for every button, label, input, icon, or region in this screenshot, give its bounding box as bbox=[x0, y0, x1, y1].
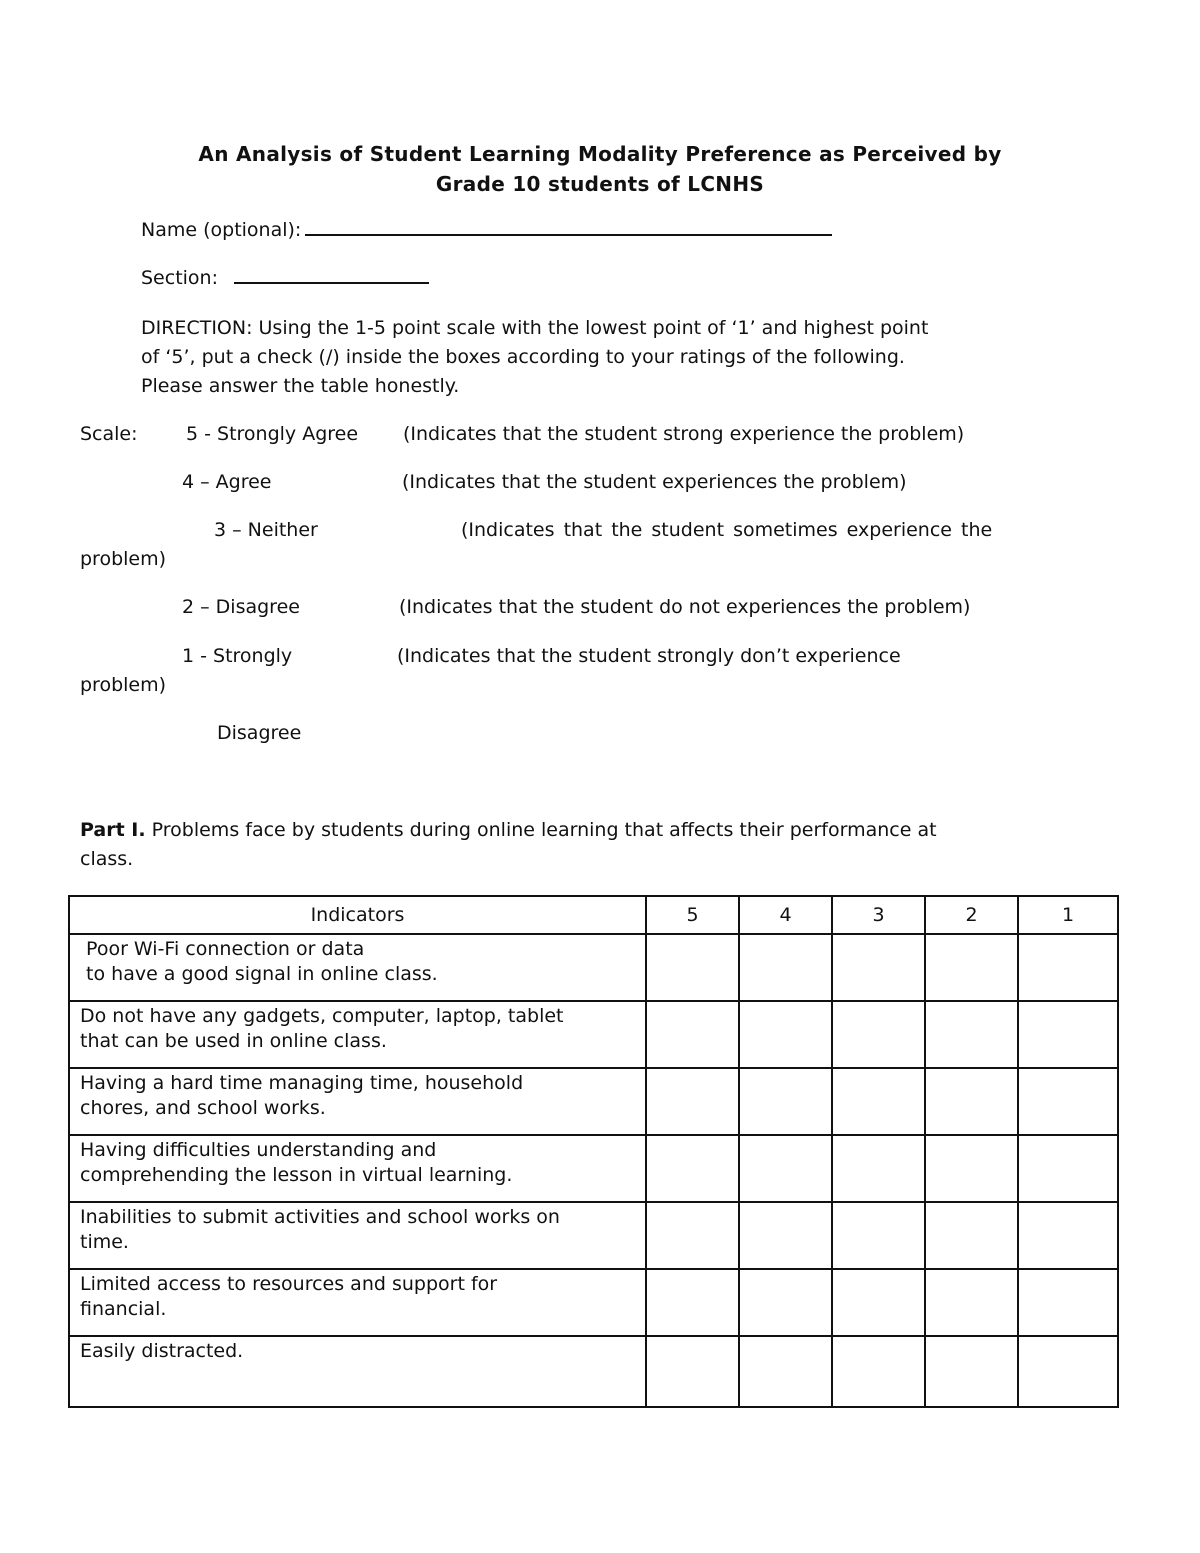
indicator-cell bbox=[69, 1135, 646, 1202]
rating-box-1[interactable] bbox=[1018, 1001, 1118, 1068]
rating-box-5[interactable] bbox=[646, 1001, 739, 1068]
rating-box-5[interactable] bbox=[646, 1269, 739, 1336]
scale-4-rating: 4 – Agree bbox=[182, 471, 272, 493]
document-title-line1: An Analysis of Student Learning Modality Preference as Perceived by bbox=[198, 142, 1002, 166]
part1-intro bbox=[80, 819, 937, 841]
rating-box-2[interactable] bbox=[925, 1269, 1018, 1336]
section-blank[interactable] bbox=[234, 282, 429, 284]
name-label: Name (optional): bbox=[141, 219, 302, 241]
indicator-text-line1: Easily distracted. bbox=[80, 1340, 244, 1362]
direction-line3: Please answer the table honestly. bbox=[141, 375, 460, 397]
rating-box-3[interactable] bbox=[832, 1336, 925, 1407]
rating-box-2[interactable] bbox=[925, 1001, 1018, 1068]
rating-box-3[interactable] bbox=[832, 1269, 925, 1336]
header-5: 5 bbox=[646, 896, 739, 934]
table-row bbox=[69, 1001, 1118, 1068]
rating-box-1[interactable] bbox=[1018, 1336, 1118, 1407]
scale-4-meaning: (Indicates that the student experiences the problem) bbox=[402, 471, 907, 493]
scale-2-meaning: (Indicates that the student do not experiences the problem) bbox=[399, 596, 971, 618]
rating-box-1[interactable] bbox=[1018, 1068, 1118, 1135]
table-row bbox=[69, 1336, 1118, 1407]
rating-box-5[interactable] bbox=[646, 1336, 739, 1407]
scale-3-meaning: (Indicates that the student sometimes experience the bbox=[461, 519, 993, 541]
scale-label: Scale: bbox=[80, 423, 138, 445]
table-row bbox=[69, 934, 1118, 1001]
rating-box-4[interactable] bbox=[739, 1068, 832, 1135]
indicator-cell bbox=[69, 1336, 646, 1407]
indicator-text-line1: Having a hard time managing time, household bbox=[80, 1072, 524, 1094]
rating-box-1[interactable] bbox=[1018, 1269, 1118, 1336]
indicator-text-line2: comprehending the lesson in virtual learning. bbox=[80, 1164, 513, 1186]
scale-1-meaning: (Indicates that the student strongly don’t experience bbox=[397, 645, 901, 667]
rating-box-3[interactable] bbox=[832, 1001, 925, 1068]
rating-box-3[interactable] bbox=[832, 1135, 925, 1202]
scale-2-rating: 2 – Disagree bbox=[182, 596, 300, 618]
indicators-table bbox=[68, 895, 1119, 1408]
rating-box-5[interactable] bbox=[646, 1202, 739, 1269]
table-row bbox=[69, 1202, 1118, 1269]
rating-box-4[interactable] bbox=[739, 1135, 832, 1202]
rating-box-1[interactable] bbox=[1018, 934, 1118, 1001]
rating-box-1[interactable] bbox=[1018, 1135, 1118, 1202]
header-4: 4 bbox=[739, 896, 832, 934]
rating-box-4[interactable] bbox=[739, 1202, 832, 1269]
rating-box-2[interactable] bbox=[925, 1336, 1018, 1407]
rating-box-5[interactable] bbox=[646, 1068, 739, 1135]
rating-box-1[interactable] bbox=[1018, 1202, 1118, 1269]
rating-box-5[interactable] bbox=[646, 934, 739, 1001]
indicator-cell bbox=[69, 1001, 646, 1068]
indicator-text-line2: to have a good signal in online class. bbox=[80, 963, 438, 985]
indicator-text-line1: Inabilities to submit activities and school works on bbox=[80, 1206, 560, 1228]
section-label: Section: bbox=[141, 267, 218, 289]
header-indicators: Indicators bbox=[69, 896, 646, 934]
part1-text-line2: class. bbox=[80, 848, 134, 870]
indicator-text-line2: chores, and school works. bbox=[80, 1097, 326, 1119]
rating-box-5[interactable] bbox=[646, 1135, 739, 1202]
rating-box-2[interactable] bbox=[925, 1202, 1018, 1269]
document-title-line2: Grade 10 students of LCNHS bbox=[435, 172, 765, 196]
name-field bbox=[141, 219, 832, 241]
table-row bbox=[69, 1135, 1118, 1202]
indicator-cell bbox=[69, 1202, 646, 1269]
rating-box-3[interactable] bbox=[832, 1068, 925, 1135]
scale-1-rating: 1 - Strongly bbox=[182, 645, 293, 667]
indicator-text-line2: that can be used in online class. bbox=[80, 1030, 387, 1052]
rating-box-3[interactable] bbox=[832, 1202, 925, 1269]
table-header-row bbox=[69, 896, 1118, 934]
header-3: 3 bbox=[832, 896, 925, 934]
direction-line2: of ‘5’, put a check (/) inside the boxes according to your ratings of the following. bbox=[141, 346, 905, 368]
rating-box-3[interactable] bbox=[832, 934, 925, 1001]
part1-text-line1: Problems face by students during online learning that affects their performance at bbox=[145, 819, 937, 841]
rating-box-4[interactable] bbox=[739, 934, 832, 1001]
part1-heading: Part I. bbox=[80, 819, 146, 841]
name-blank[interactable] bbox=[305, 234, 832, 236]
rating-box-2[interactable] bbox=[925, 1135, 1018, 1202]
rating-box-4[interactable] bbox=[739, 1269, 832, 1336]
scale-3-rating: 3 – Neither bbox=[214, 519, 318, 541]
section-field bbox=[141, 267, 429, 289]
indicator-text-line1: Do not have any gadgets, computer, laptop, tablet bbox=[80, 1005, 564, 1027]
indicator-text-line2: financial. bbox=[80, 1298, 167, 1320]
scale-3-meaning-cont: problem) bbox=[80, 548, 167, 570]
table-row bbox=[69, 1269, 1118, 1336]
header-2: 2 bbox=[925, 896, 1018, 934]
rating-box-4[interactable] bbox=[739, 1001, 832, 1068]
scale-1-rating-cont: Disagree bbox=[217, 722, 302, 744]
table-row bbox=[69, 1068, 1118, 1135]
indicator-cell bbox=[69, 1269, 646, 1336]
indicator-text-line1: Limited access to resources and support for bbox=[80, 1273, 498, 1295]
header-1: 1 bbox=[1018, 896, 1118, 934]
rating-box-4[interactable] bbox=[739, 1336, 832, 1407]
indicator-cell bbox=[69, 1068, 646, 1135]
rating-box-2[interactable] bbox=[925, 934, 1018, 1001]
scale-1-meaning-cont: problem) bbox=[80, 674, 167, 696]
scale-5-rating: 5 - Strongly Agree bbox=[186, 423, 359, 445]
direction-line1: DIRECTION: Using the 1-5 point scale with the lowest point of ‘1’ and highest point bbox=[141, 317, 929, 339]
indicator-text-line1: Having difficulties understanding and bbox=[80, 1139, 437, 1161]
rating-box-2[interactable] bbox=[925, 1068, 1018, 1135]
indicator-text-line2: time. bbox=[80, 1231, 129, 1253]
indicator-cell bbox=[69, 934, 646, 1001]
indicator-text-line1: Poor Wi-Fi connection or data bbox=[80, 938, 365, 960]
scale-5-meaning: (Indicates that the student strong experience the problem) bbox=[403, 423, 965, 445]
